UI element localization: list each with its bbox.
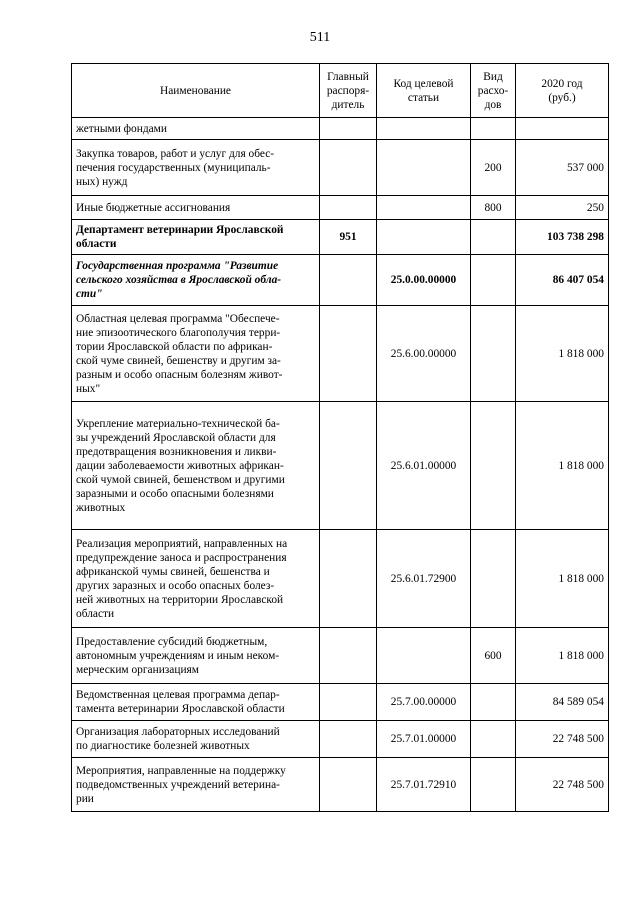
row-amount: 1 818 000 [516, 628, 609, 684]
row-type [471, 306, 516, 402]
row-type: 600 [471, 628, 516, 684]
row-code [377, 628, 471, 684]
table-row [72, 721, 609, 758]
row-amount: 1 818 000 [516, 402, 609, 530]
row-code: 25.7.01.72910 [377, 758, 471, 812]
row-amount: 84 589 054 [516, 684, 609, 721]
row-type [471, 255, 516, 306]
row-amount: 86 407 054 [516, 255, 609, 306]
row-manager [320, 306, 377, 402]
row-name: Укрепление материально-технической ба- зы учреждений Ярославской области для предотвращения возникновения и ликви- дации заболеваемости животных африкан- ской чумой свиней, бешенством и другими заразными и особо опасными болезнями животных [72, 402, 320, 530]
row-manager [320, 118, 377, 140]
row-type: 200 [471, 140, 516, 196]
row-type [471, 220, 516, 255]
row-manager [320, 530, 377, 628]
row-manager: 951 [320, 220, 377, 255]
header-code: Код целевой статьи [377, 64, 471, 118]
table-row [72, 306, 609, 402]
row-manager [320, 721, 377, 758]
table-row [72, 402, 609, 530]
row-manager [320, 196, 377, 220]
row-type [471, 118, 516, 140]
table-row [72, 684, 609, 721]
table-row [72, 628, 609, 684]
row-code: 25.7.01.00000 [377, 721, 471, 758]
row-amount: 22 748 500 [516, 758, 609, 812]
row-name: Иные бюджетные ассигнования [72, 196, 320, 220]
table-row [72, 118, 609, 140]
row-name: Департамент ветеринарии Ярославской области [72, 220, 320, 255]
budget-table [71, 63, 609, 812]
row-code [377, 196, 471, 220]
row-name: жетными фондами [72, 118, 320, 140]
table-row [72, 220, 609, 255]
row-manager [320, 402, 377, 530]
row-amount: 1 818 000 [516, 306, 609, 402]
row-manager [320, 255, 377, 306]
row-manager [320, 684, 377, 721]
row-name: Областная целевая программа "Обеспече- ние эпизоотического благополучия терри- тории Ярославской области по африкан- ской чуме свиней, бешенству и другим за- разным и особо опасным болезням живот- ных" [72, 306, 320, 402]
row-amount: 250 [516, 196, 609, 220]
row-type [471, 530, 516, 628]
row-name: Ведомственная целевая программа депар- тамента ветеринарии Ярославской области [72, 684, 320, 721]
row-code: 25.7.00.00000 [377, 684, 471, 721]
row-name: Государственная программа "Развитие сельского хозяйства в Ярославской обла- сти" [72, 255, 320, 306]
row-type: 800 [471, 196, 516, 220]
header-amount: 2020 год (руб.) [516, 64, 609, 118]
row-name: Предоставление субсидий бюджетным, автономным учреждениям и иным неком- мерческим организациям [72, 628, 320, 684]
row-type [471, 721, 516, 758]
row-manager [320, 758, 377, 812]
table-row [72, 140, 609, 196]
header-name: Наименование [72, 64, 320, 118]
row-code: 25.6.01.72900 [377, 530, 471, 628]
table-header-row [72, 64, 609, 118]
header-manager: Главный распоря- дитель [320, 64, 377, 118]
row-code [377, 118, 471, 140]
table-row [72, 530, 609, 628]
row-code: 25.6.00.00000 [377, 306, 471, 402]
row-name: Организация лабораторных исследований по диагностике болезней животных [72, 721, 320, 758]
page-number: 511 [309, 30, 331, 45]
row-code [377, 220, 471, 255]
row-code: 25.6.01.00000 [377, 402, 471, 530]
row-amount: 537 000 [516, 140, 609, 196]
row-code: 25.0.00.00000 [377, 255, 471, 306]
row-amount [516, 118, 609, 140]
row-amount: 103 738 298 [516, 220, 609, 255]
row-code [377, 140, 471, 196]
row-type [471, 684, 516, 721]
table-row [72, 255, 609, 306]
table-row [72, 758, 609, 812]
row-name: Реализация мероприятий, направленных на предупреждение заноса и распространения африканской чумы свиней, бешенства и других заразных и особо опасных болез- ней животных на территории Ярославской области [72, 530, 320, 628]
row-amount: 1 818 000 [516, 530, 609, 628]
row-amount: 22 748 500 [516, 721, 609, 758]
row-type [471, 402, 516, 530]
row-name: Мероприятия, направленные на поддержку подведомственных учреждений ветерина- рии [72, 758, 320, 812]
row-type [471, 758, 516, 812]
row-name: Закупка товаров, работ и услуг для обес- печения государственных (муниципаль- ных) нужд [72, 140, 320, 196]
row-manager [320, 140, 377, 196]
table-row [72, 196, 609, 220]
header-type: Вид расхо- дов [471, 64, 516, 118]
row-manager [320, 628, 377, 684]
